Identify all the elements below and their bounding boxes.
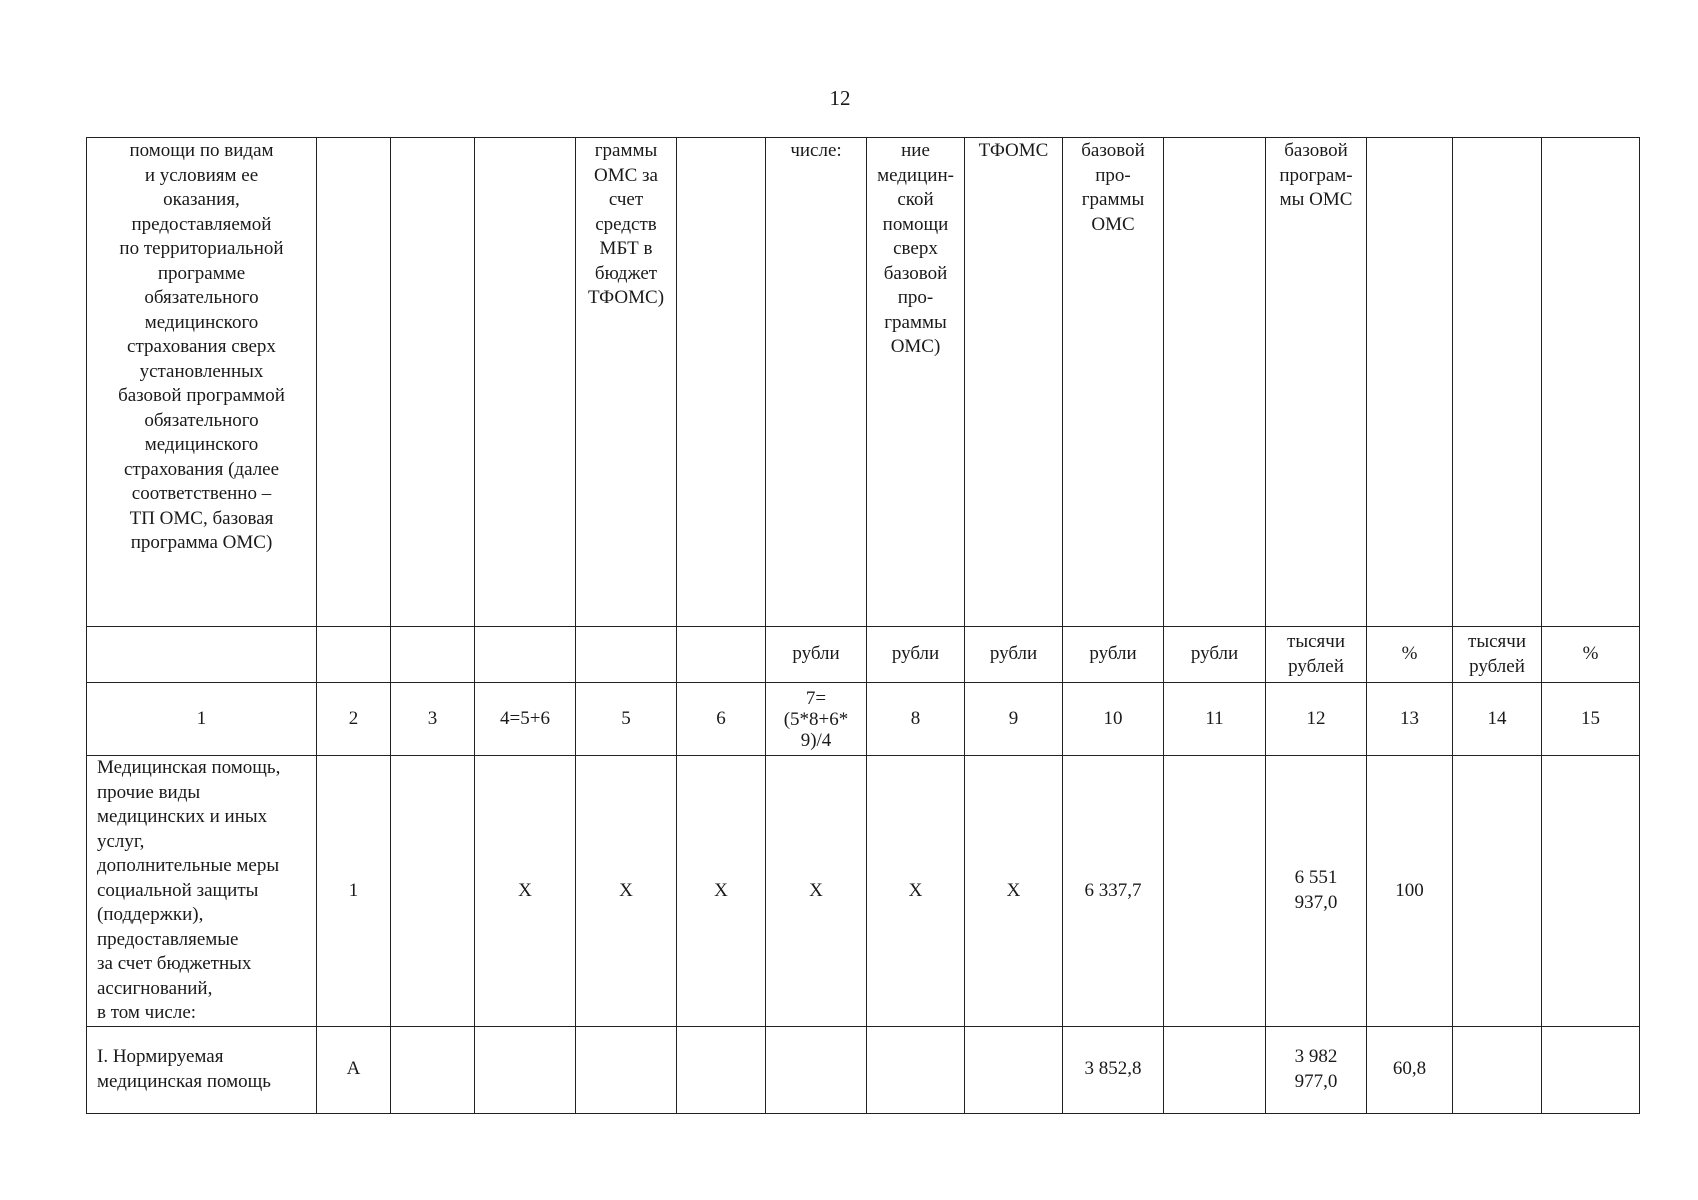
unit-cell-1 — [87, 627, 317, 683]
header-cell-8: ние медицин- ской помощи сверх базовой про- граммы ОМС) — [867, 138, 965, 627]
table-header-row — [87, 138, 1640, 627]
column-number-1: 1 — [87, 683, 317, 756]
column-number-6: 6 — [677, 683, 766, 756]
row-label: Медицинская помощь, прочие виды медицинских и иных услуг, дополнительные меры социальной защиты (поддержки), предоставляемые за счет бюджетных ассигнований, в том числе: — [87, 756, 317, 1027]
header-cell-15 — [1542, 138, 1640, 627]
header-cell-7: числе: — [766, 138, 867, 627]
column-number-2: 2 — [317, 683, 391, 756]
column-number-11: 11 — [1164, 683, 1266, 756]
table-cell: X — [766, 756, 867, 1027]
table-cell — [1542, 1026, 1640, 1113]
unit-cell-14: тысячи рублей — [1453, 627, 1542, 683]
table-row — [87, 756, 1640, 1027]
table-cell — [1453, 756, 1542, 1027]
header-cell-4 — [475, 138, 576, 627]
column-number-5: 5 — [576, 683, 677, 756]
column-number-14: 14 — [1453, 683, 1542, 756]
header-cell-9: ТФОМС — [965, 138, 1063, 627]
header-cell-14 — [1453, 138, 1542, 627]
column-number-9: 9 — [965, 683, 1063, 756]
unit-cell-10: рубли — [1063, 627, 1164, 683]
table-cell: 6 551 937,0 — [1266, 756, 1367, 1027]
unit-cell-4 — [475, 627, 576, 683]
unit-cell-9: рубли — [965, 627, 1063, 683]
table-cell — [391, 756, 475, 1027]
unit-cell-7: рубли — [766, 627, 867, 683]
table-cell — [1542, 756, 1640, 1027]
table-cell: А — [317, 1026, 391, 1113]
header-cell-12: базовой програм- мы ОМС — [1266, 138, 1367, 627]
header-cell-2 — [317, 138, 391, 627]
table-cell — [475, 1026, 576, 1113]
column-number-3: 3 — [391, 683, 475, 756]
table-cell: X — [677, 756, 766, 1027]
unit-cell-5 — [576, 627, 677, 683]
column-number-8: 8 — [867, 683, 965, 756]
table-cell — [1453, 1026, 1542, 1113]
header-cell-1: помощи по видам и условиям ее оказания, предоставляемой по территориальной программе обязательного медицинского страхования сверх установленных базовой программой обязательного медицинского страхования (далее соответственно – ТП ОМС, базовая программа ОМС) — [87, 138, 317, 627]
table-cell — [391, 1026, 475, 1113]
unit-cell-2 — [317, 627, 391, 683]
column-number-10: 10 — [1063, 683, 1164, 756]
column-number-4: 4=5+6 — [475, 683, 576, 756]
header-cell-13 — [1367, 138, 1453, 627]
unit-cell-6 — [677, 627, 766, 683]
table-cell: X — [576, 756, 677, 1027]
table-cell — [576, 1026, 677, 1113]
table-cell — [867, 1026, 965, 1113]
table-cell: 6 337,7 — [1063, 756, 1164, 1027]
table-cell — [766, 1026, 867, 1113]
header-cell-6 — [677, 138, 766, 627]
table-cell: 1 — [317, 756, 391, 1027]
units-row — [87, 627, 1640, 683]
table-cell — [1164, 1026, 1266, 1113]
unit-cell-15: % — [1542, 627, 1640, 683]
column-numbers-row — [87, 683, 1640, 756]
header-cell-3 — [391, 138, 475, 627]
column-number-15: 15 — [1542, 683, 1640, 756]
table-cell: X — [475, 756, 576, 1027]
table-cell: 60,8 — [1367, 1026, 1453, 1113]
page-number: 12 — [829, 86, 851, 110]
table-cell: X — [867, 756, 965, 1027]
column-number-13: 13 — [1367, 683, 1453, 756]
header-cell-5: граммы ОМС за счет средств МБТ в бюджет ТФОМС) — [576, 138, 677, 627]
unit-cell-3 — [391, 627, 475, 683]
table-cell — [1164, 756, 1266, 1027]
unit-cell-11: рубли — [1164, 627, 1266, 683]
table-cell — [965, 1026, 1063, 1113]
table-cell: 3 982 977,0 — [1266, 1026, 1367, 1113]
unit-cell-13: % — [1367, 627, 1453, 683]
header-cell-11 — [1164, 138, 1266, 627]
row-label: I. Нормируемая медицинская помощь — [87, 1026, 317, 1113]
column-number-12: 12 — [1266, 683, 1367, 756]
unit-cell-12: тысячи рублей — [1266, 627, 1367, 683]
table-cell: 100 — [1367, 756, 1453, 1027]
table-cell: 3 852,8 — [1063, 1026, 1164, 1113]
unit-cell-8: рубли — [867, 627, 965, 683]
column-number-7: 7= (5*8+6* 9)/4 — [766, 683, 867, 756]
budget-table — [86, 137, 1640, 1114]
table-row — [87, 1026, 1640, 1113]
table-cell — [677, 1026, 766, 1113]
header-cell-10: базовой про- граммы ОМС — [1063, 138, 1164, 627]
table-cell: X — [965, 756, 1063, 1027]
